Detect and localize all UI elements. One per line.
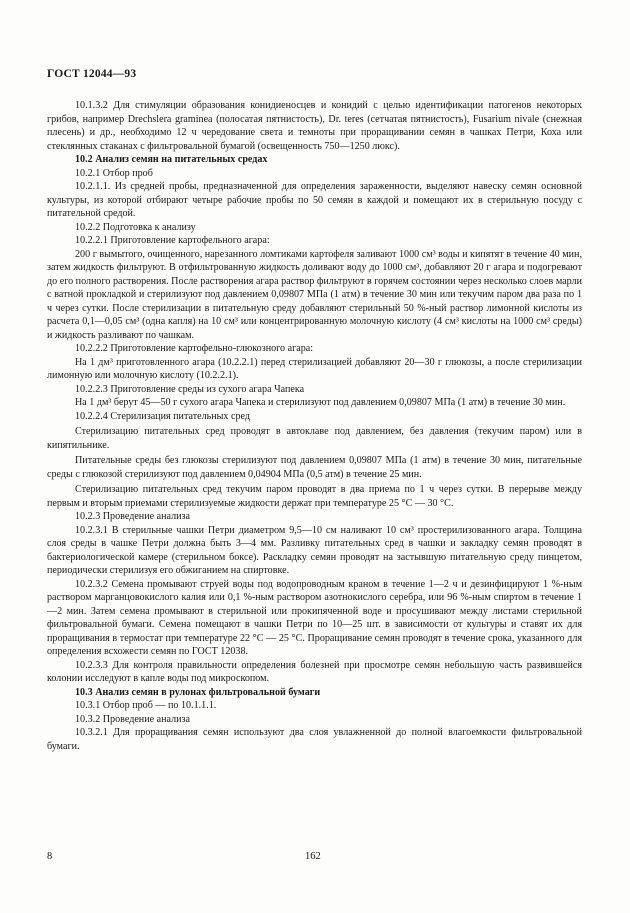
document-header: ГОСТ 12044—93 — [47, 68, 137, 80]
paragraph: 200 г вымытого, очищенного, нарезанного ломтиками картофеля заливают 1000 см³ воды и кипятят в течение 40 мин, затем жидкость фильтруют. В отфильтрованную жидкость доливают воду до 1000 см³, добавляют 20 г агара и подогревают до его полного растворения. После растворения агара раствор фильтруют в горячем состоянии через несколько слоев марли с ватной прокладкой и стерилизуют под давлением 0,09807 МПа (1 атм) в течение 30 мин или текучим паром два раза по 1 ч через сутки. После стерилизации в питательную среду добавляют стерильный 50 %-ный раствор лимонной кислоты из расчета 0,1—0,05 см³ (одна капля) на 10 см³ или концентрированную молочную кислоту (4 см³ кислоты на 1000 см³ среды) и жидкость разливают по чашкам. — [47, 248, 582, 341]
paragraph: 10.2.2.2 Приготовление картофельно-глюкозного агара: — [75, 343, 314, 354]
paragraph: 10.2.1.1. Из средней пробы, предназначенной для определения зараженности, выделяют навеску семян основной культуры, из которой отбирают четыре рабочие пробы по 50 семян в каждой и помещают их в стерильную посуду с питательной средой. — [47, 181, 582, 219]
paragraph: 10.3.1 Отбор проб — по 10.1.1.1. — [75, 700, 217, 711]
sheet-number: 162 — [305, 851, 321, 862]
page-number: 8 — [47, 851, 53, 862]
paragraph: 10.2.2.4 Стерилизация питательных сред — [75, 410, 250, 422]
paragraph: 10.2.2.3 Приготовление среды из сухого агара Чапека — [75, 383, 305, 395]
paragraph: Стерилизацию питательных сред текучим паром проводят в два приема по 1 ч через сутки. В перерыве между первым и вторым приемами стерилизуемые жидкости держат при температуре 25 °С — 30 °С. — [47, 484, 582, 509]
paragraph: На 1 дм³ приготовленного агара (10.2.2.1) перед стерилизацией добавляют 20—30 г глюкозы, а после стерилизации лимонную или молочную кислоту (10.2.2.1). — [47, 356, 582, 381]
paragraph: 10.2.2 Подготовка к анализу — [75, 221, 196, 233]
paragraph: 10.1.3.2 Для стимуляции образования конидиеносцев и конидий с целью идентификации патогенов некоторых грибов, например Drechslera graminea (полосатая пятнистость), Dr. teres (сетчатая пятнистость), Fusarium nivale (снежная плесень) и др., необходимо 12 ч чередование света и темноты при проращивании семян в чашках Петри, Коха или стеклянных стаканах с фильтровальной бумагой (освещенность 750—1250 люкс). — [47, 100, 582, 152]
paragraph: 10.2.1 Отбор проб — [75, 167, 153, 179]
paragraph: 10.3.2 Проведение анализа — [75, 713, 190, 725]
section-heading: 10.3 Анализ семян в рулонах фильтровальной бумаги — [75, 686, 321, 698]
paragraph: На 1 дм³ берут 45—50 г сухого агара Чапека и стерилизуют под давлением 0,09807 МПа (1 атм) в течение 30 мин. — [75, 397, 566, 408]
paragraph: Стерилизацию питательных сред проводят в автоклаве под давлением, без давления (текучим паром) или в кипятильнике. — [47, 426, 582, 451]
paragraph: Питательные среды без глюкозы стерилизуют под давлением 0,09807 МПа (1 атм) в течение 30 мин, питательные среды с глюкозой стерилизуют под давлением 0,04904 МПа (0,5 атм) в течение 25 мин. — [47, 455, 582, 480]
paragraph: 10.2.2.1 Приготовление картофельного агара: — [75, 235, 270, 246]
paragraph: 10.2.3.1 В стерильные чашки Петри диаметром 9,5—10 см наливают 10 см³ простерилизованного агара. Толщина слоя среды в чашке Петри должна быть 3—4 мм. Разливку питательных сред в чашки и закладку семян проводят в бактериологической камере (стерильном боксе). Раскладку семян проводят на застывшую питательную среду пинцетом, периодически стерилизуя его обжиганием на спиртовке. — [47, 524, 582, 576]
paragraph: 10.2.3.2 Семена промывают струей воды под водопроводным краном в течение 1—2 ч и дезинфицируют 1 %-ным раствором марганцовокислого калия или 0,1 %-ным раствором азотнокислого серебра, или 96 %-ным спиртом в течение 1—2 мин. Затем семена промывают в стерильной или прокипяченной воде и просушивают между листами стерильной фильтровальной бумаги. Семена помещают в чашки Петри по 10—25 шт. в зависимости от культуры и ставят их для проращивания в термостат при температуре 22 °С — 25 °С. Проращивание семян проводят в течение срока, указанного для определения всхожести семян по ГОСТ 12038. — [47, 578, 582, 657]
paragraph: 10.3.2.1 Для проращивания семян используют два слоя увлажненной до полной влагоемкости фильтровальной бумаги. — [47, 727, 582, 752]
document-body — [47, 99, 582, 753]
paragraph: 10.2.3.3 Для контроля правильности определения болезней при просмотре семян небольшую часть развившейся колонии исследуют в капле воды под микроскопом. — [47, 659, 582, 684]
section-heading: 10.2 Анализ семян на питательных средах — [75, 154, 268, 165]
paragraph: 10.2.3 Проведение анализа — [75, 511, 190, 522]
